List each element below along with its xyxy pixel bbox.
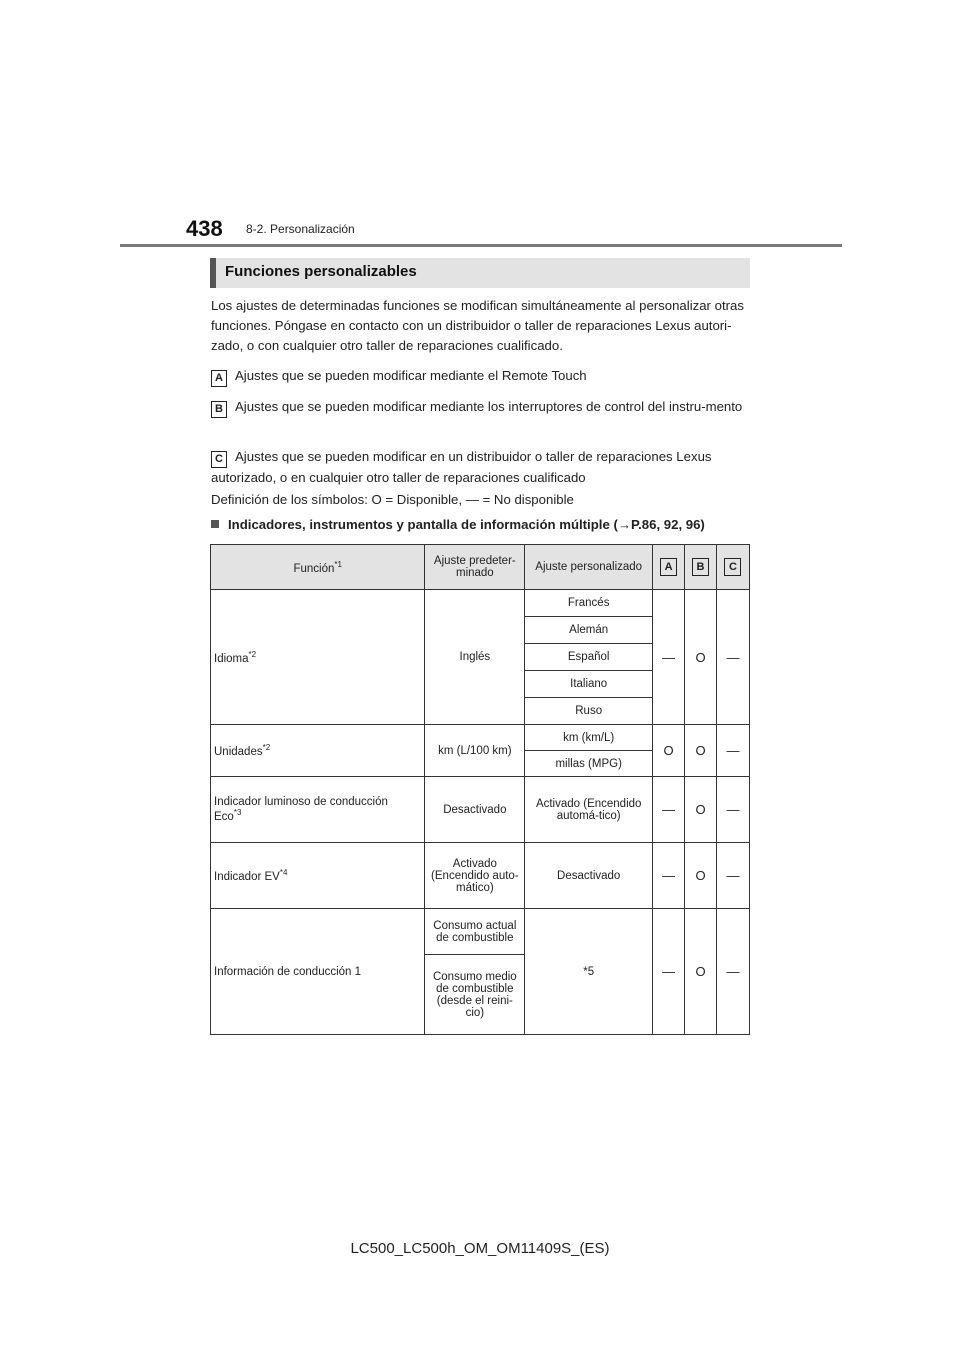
header-b: B bbox=[685, 545, 717, 590]
eco-a: — bbox=[653, 777, 685, 843]
intro-paragraph: Los ajustes de determinadas funciones se modifican simultáneamente al personalizar otras funciones. Póngase en contacto con un distribuidor o taller de reparaciones Lexus autori-zado, o con cualquier otro taller de reparaciones cualificado. bbox=[211, 298, 744, 353]
unidades-b: O bbox=[685, 725, 717, 777]
section-heading-text: Funciones personalizables bbox=[225, 263, 417, 280]
table-header-row bbox=[211, 545, 750, 590]
idioma-a: — bbox=[653, 590, 685, 725]
info-a: — bbox=[653, 909, 685, 1035]
idioma-option: Alemán bbox=[525, 617, 653, 644]
idioma-b: O bbox=[685, 590, 717, 725]
item-c-text: Ajustes que se pueden modificar en un distribuidor o taller de reparaciones Lexus autorizado, o en cualquier otro taller de reparaciones cualificado bbox=[211, 449, 712, 485]
table-subheading bbox=[211, 515, 751, 535]
page-number: 438 bbox=[186, 216, 223, 241]
unidades-default: km (L/100 km) bbox=[425, 725, 525, 777]
info-c: — bbox=[716, 909, 749, 1035]
unidades-a: O bbox=[653, 725, 685, 777]
header-c: C bbox=[716, 545, 749, 590]
ev-default: Activado (Encendido auto-mático) bbox=[425, 843, 525, 909]
info-label: Información de conducción 1 bbox=[211, 909, 425, 1035]
ev-a: — bbox=[653, 843, 685, 909]
eco-label: Indicador luminoso de conducción Eco$^{*3}$ bbox=[211, 777, 425, 843]
customization-table bbox=[210, 544, 750, 1035]
section-title: 8-2. Personalización bbox=[246, 222, 355, 236]
table-subheading-text: Indicadores, instrumentos y pantalla de información múltiple (→P.86, 92, 96) bbox=[228, 517, 705, 532]
footer-code: LC500_LC500h_OM_OM11409S_(ES) bbox=[350, 1240, 610, 1257]
header-a: A bbox=[653, 545, 685, 590]
ev-c: — bbox=[716, 843, 749, 909]
unidades-c: — bbox=[716, 725, 749, 777]
eco-custom: Activado (Encendido automá-tico) bbox=[525, 777, 653, 843]
square-bullet-icon bbox=[211, 520, 219, 528]
ev-label: Indicador EV$^{*4}$ bbox=[211, 843, 425, 909]
symbols-definition: Definición de los símbolos: O = Disponible, — = No disponible bbox=[211, 492, 574, 507]
info-b: O bbox=[685, 909, 717, 1035]
ev-custom: Desactivado bbox=[525, 843, 653, 909]
tag-b-icon: B bbox=[211, 401, 227, 418]
unidades-label: Unidades$^{*2}$ bbox=[211, 725, 425, 777]
header-funcion: Función$^{*1}$ bbox=[211, 545, 425, 590]
info-default: Consumo actual de combustible bbox=[425, 909, 525, 955]
idioma-default: Inglés bbox=[425, 590, 525, 725]
header-custom: Ajuste personalizado bbox=[525, 545, 653, 590]
idioma-c: — bbox=[716, 590, 749, 725]
table-row bbox=[211, 909, 750, 955]
idioma-label: Idioma$^{*2}$ bbox=[211, 590, 425, 725]
eco-c: — bbox=[716, 777, 749, 843]
header-divider bbox=[120, 244, 842, 247]
item-b bbox=[211, 397, 751, 418]
item-b-text: Ajustes que se pueden modificar mediante los interruptores de control del instru-mento bbox=[235, 399, 743, 414]
unidades-option: millas (MPG) bbox=[525, 751, 653, 777]
info-default: Consumo medio de combustible (desde el reini-cio) bbox=[425, 955, 525, 1035]
tag-c-icon: C bbox=[211, 451, 227, 468]
item-c bbox=[211, 447, 751, 488]
unidades-option: km (km/L) bbox=[525, 725, 653, 751]
table-row bbox=[211, 777, 750, 843]
idioma-option: Ruso bbox=[525, 698, 653, 725]
eco-default: Desactivado bbox=[425, 777, 525, 843]
table-row bbox=[211, 843, 750, 909]
item-a-text: Ajustes que se pueden modificar mediante el Remote Touch bbox=[235, 368, 587, 383]
idioma-option: Francés bbox=[525, 590, 653, 617]
table-row bbox=[211, 590, 750, 617]
section-heading bbox=[210, 258, 750, 288]
item-a bbox=[211, 366, 751, 387]
idioma-option: Español bbox=[525, 644, 653, 671]
idioma-option: Italiano bbox=[525, 671, 653, 698]
table-row bbox=[211, 725, 750, 751]
tag-a-icon: A bbox=[211, 370, 227, 387]
ev-b: O bbox=[685, 843, 717, 909]
header-default: Ajuste predeter-minado bbox=[425, 545, 525, 590]
info-custom: *5 bbox=[525, 909, 653, 1035]
eco-b: O bbox=[685, 777, 717, 843]
